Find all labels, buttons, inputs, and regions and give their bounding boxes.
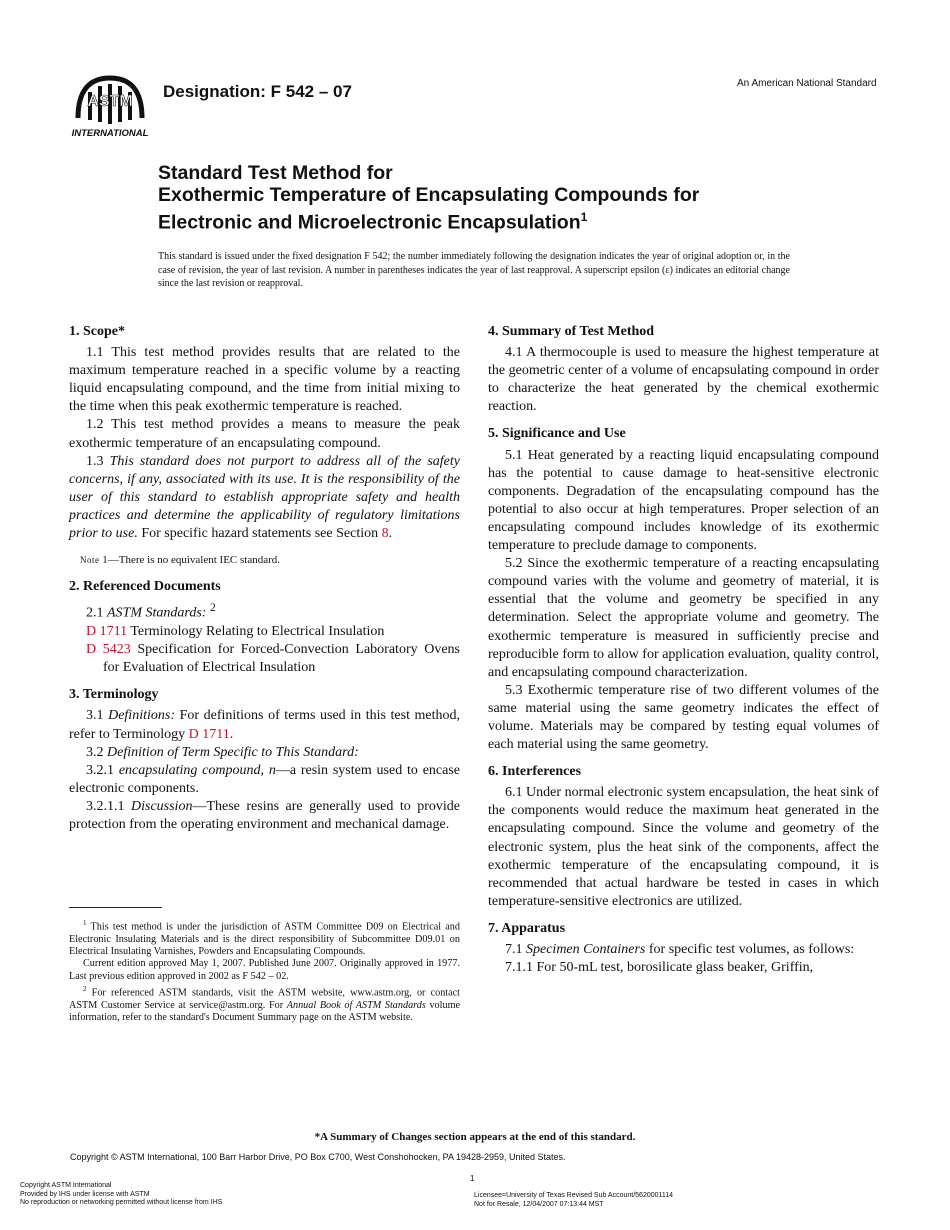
summary-of-changes-note: *A Summary of Changes section appears at the end of this standard. — [314, 1131, 636, 1143]
title-line: Exothermic Temperature of Encapsulating Compounds for — [158, 184, 700, 206]
section-heading: 2. Referenced Documents — [69, 579, 221, 595]
paragraph: 5.1 Heat generated by a reacting liquid encapsulating compound has the potential to cause damage to heat-sensitive electronic components. Degradation of the encapsulating compound has the potential to also occur at high temperatures. Proper selection of an encapsulating compound includes knowledge of its exothermic temperature to preclude damage to components. — [488, 447, 879, 554]
license-line: Not for Resale, 12/04/2007 07:13:44 MST — [474, 1200, 604, 1208]
license-right — [474, 1192, 673, 1209]
license-line: No reproduction or networking permitted without license from IHS — [20, 1199, 223, 1206]
paragraph: 7.1 Specimen Containers for specific test volumes, as follows: — [505, 942, 855, 957]
issuance-statement: This standard is issued under the fixed designation F 542; the number immediately following the designation indicates the year of original adoption or, in the case of revision, the year of last revision. A number in parentheses indicates the year of last reapproval. A superscript epsilon (ε) indicates an editorial change since the last revision or reapproval. — [158, 251, 790, 289]
footnote: $^2$ For referenced ASTM standards, visit the ASTM website, www.astm.org, or contact ASTM Customer Service at service@astm.org. For Annual Book of ASTM Standards volume information, refer to the standard's Document Summary page on the ASTM website. — [69, 984, 461, 1023]
reference-item: D 1711 Terminology Relating to Electrical Insulation — [86, 624, 385, 640]
paragraph: 3.2 Definition of Term Specific to This Standard: — [86, 744, 359, 760]
reference-link[interactable]: D 1711 — [188, 726, 230, 742]
note: Note 1—There is no equivalent IEC standard. — [80, 554, 281, 567]
paragraph: 1.1 This test method provides results that are related to the maximum temperature reached in a specific volume by a reacting liquid encapsulating compound, and the time from initial mixing to the time when this peak exothermic temperature is reached. — [69, 345, 460, 415]
national-standard-label: An American National Standard — [737, 78, 877, 89]
section-link[interactable]: 8 — [381, 526, 389, 542]
astm-logo — [70, 70, 150, 140]
reference-item: D 5423 Specification for Forced-Convection Laboratory Ovens for Evaluation of Electrical Insulation — [86, 642, 460, 676]
license-line: Provided by IHS under license with ASTM — [20, 1190, 150, 1198]
license-line: Licensee=University of Texas Revised Sub Account/5620001114 — [474, 1192, 674, 1199]
footnote: Current edition approved May 1, 2007. Published June 2007. Originally approved in 1977. Last previous edition approved in 2002 as F 542 – 02. — [69, 958, 460, 982]
document-title — [158, 162, 858, 234]
reference-link[interactable]: D 5423 — [86, 642, 131, 658]
copyright-line: Copyright © ASTM International, 100 Barr Harbor Drive, PO Box C700, West Conshohocken, PA 19428-2959, United States. — [70, 1152, 566, 1162]
footnote: $^1$ This test method is under the jurisdiction of ASTM Committee D09 on Electrical and Electronic Insulating Materials and is the direct responsibility of Subcommittee D09.01 on Electrical Insulating Varnishes, Powders and Encapsulating Compounds. — [69, 919, 460, 957]
footnote-marker: 1 — [580, 210, 588, 224]
paragraph: 5.2 Since the exothermic temperature of a reacting encapsulating compound varies with the volume and geometry of material, it is essential that the volume and geometry be specified in any determination. Select the appropriate volume and geometry. The exothermic temperature is measured in sufficiently precise and reproducible form to allow for application evaluation, quality control, and encapsulating compound characterization. — [488, 556, 879, 680]
paragraph: 2.1 ASTM Standards: $^2$ — [86, 601, 216, 621]
section-heading: 5. Significance and Use — [488, 426, 626, 442]
paragraph: 3.1 Definitions: For definitions of terms used in this test method, refer to Terminology D 1711. — [69, 708, 461, 742]
section-heading: 3. Terminology — [69, 687, 159, 703]
paragraph: 3.2.1 encapsulating compound, n—a resin system used to encase electronic components. — [69, 762, 461, 796]
paragraph: 3.2.1.1 Discussion—These resins are generally used to provide protection from the operating environment and mechanical damage. — [69, 798, 460, 832]
section-heading: 7. Apparatus — [488, 920, 566, 936]
footnote-marker: 2 — [209, 601, 216, 615]
paragraph: 6.1 Under normal electronic system encapsulation, the heat sink of the components would reduce the maximum heat generated in the encapsulating compound. Since the volume and geometry of the electronic system, plus the heat sink of the components, affect the exothermic temperature of the encapsulating compound, it is recommended that actual hardware be tested in cases in which temperature-sensitive electronics are utilized. — [488, 785, 879, 909]
reference-link[interactable]: D 1711 — [86, 624, 128, 640]
license-left — [20, 1182, 222, 1208]
footnote-rule — [69, 907, 162, 908]
right-column — [488, 323, 879, 977]
section-heading: 4. Summary of Test Method — [488, 324, 655, 339]
section-heading: 6. Interferences — [488, 764, 582, 780]
paragraph: 1.2 This test method provides a means to measure the peak exothermic temperature of an encapsulating compound. — [69, 417, 460, 451]
title-line: Standard Test Method for — [158, 162, 393, 184]
page-number: 1 — [470, 1174, 475, 1183]
section-heading: 1. Scope* — [69, 324, 125, 339]
license-line: Copyright ASTM International — [20, 1182, 112, 1189]
paragraph: 4.1 A thermocouple is used to measure the highest temperature at the geometric center of a volume of encapsulating compound in order to characterize the heat generated by the chemical exothermic reaction. — [488, 345, 879, 415]
left-column — [69, 323, 460, 834]
paragraph: 7.1.1 For 50-mL test, borosilicate glass beaker, Griffin, — [505, 960, 814, 976]
paragraph: 5.3 Exothermic temperature rise of two different volumes of the same material using the same geometry indicates the effect of volume. Materials may be compared by testing equal volumes of each material using the same geometry. — [488, 682, 879, 753]
logo-wordmark: ASTM — [87, 93, 133, 110]
paragraph: 1.3 This standard does not purport to address all of the safety concerns, if any, associated with its use. It is the responsibility of the user of this standard to establish appropriate safety and health practices and determine the applicability of regulatory limitations prior to use. For specific hazard statements see Section 8. — [69, 453, 461, 542]
title-line: Electronic and Microelectronic Encapsulation$^1$ — [158, 210, 588, 234]
designation: Designation: F 542 – 07 — [163, 82, 352, 101]
logo-international: INTERNATIONAL — [71, 128, 149, 139]
footnotes — [69, 917, 460, 1024]
